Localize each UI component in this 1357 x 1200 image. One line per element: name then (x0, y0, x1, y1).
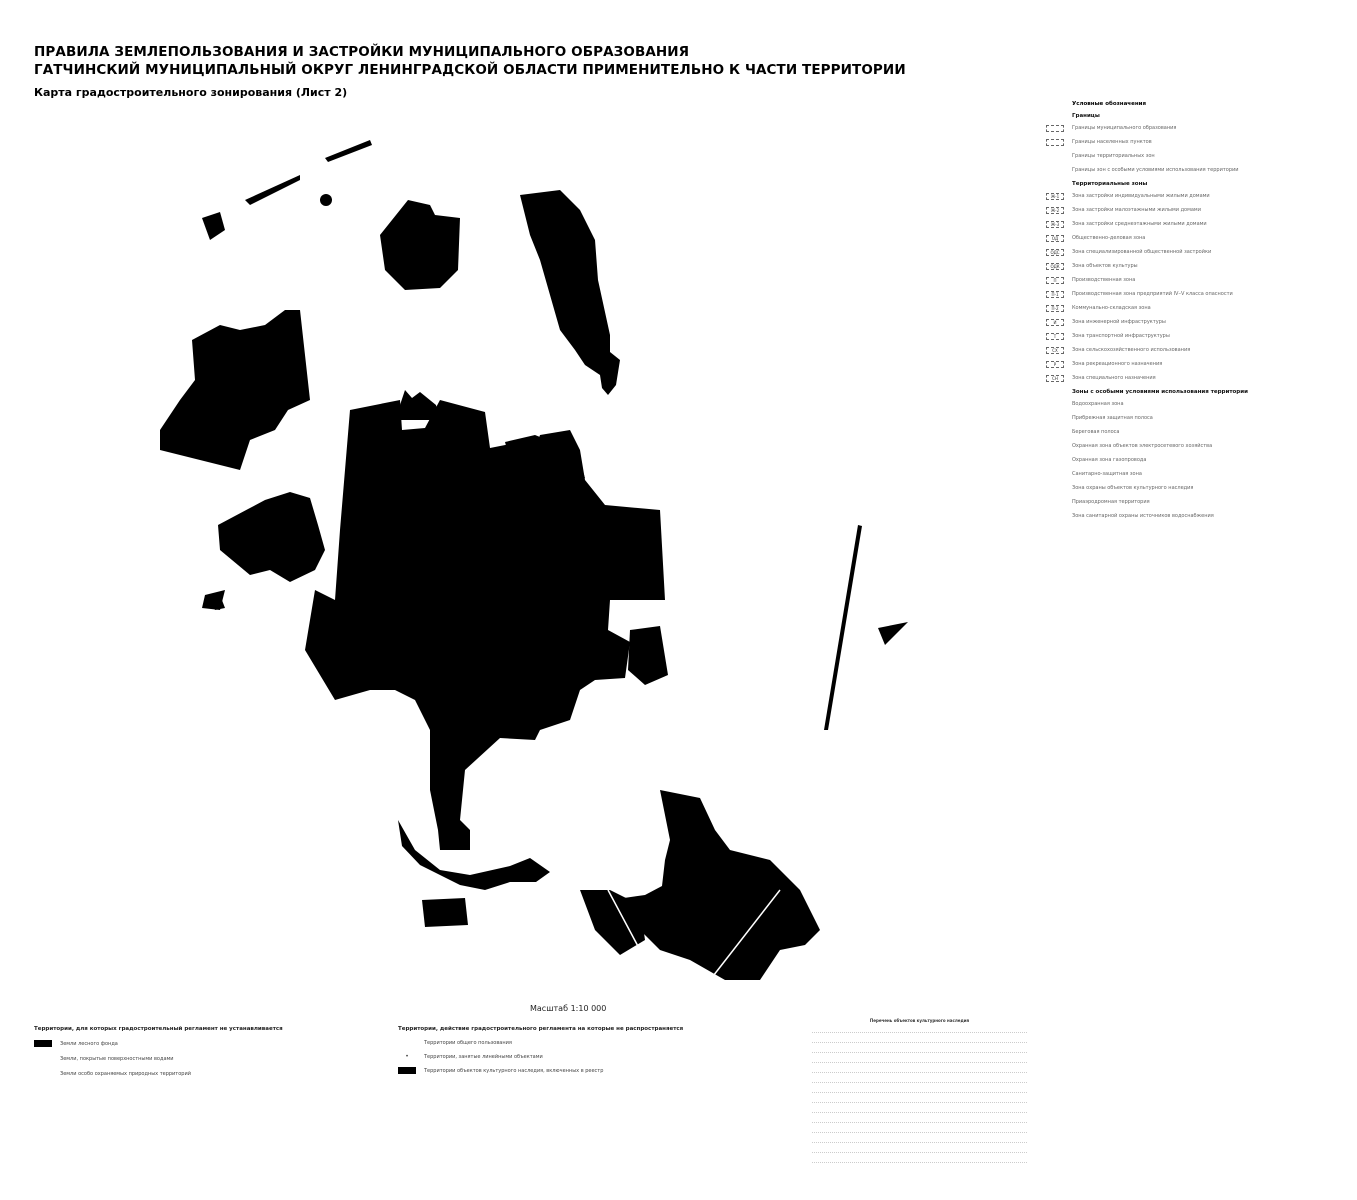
heritage-objects-table (812, 1018, 1027, 1166)
excluded-item (34, 1056, 334, 1062)
legend-item (1046, 513, 1336, 520)
table-row (812, 1036, 1027, 1043)
legend-label: Коммунально-складская зона (1072, 305, 1151, 311)
legend-label: Береговая полоса (1072, 429, 1120, 435)
legend-item (1046, 499, 1336, 506)
legend-label: Границы зон с особыми условиями использования территории (1072, 167, 1239, 173)
legend-label: Зона специализированной общественной застройки (1072, 249, 1212, 255)
legend-item (1046, 193, 1336, 200)
legend-swatch (1046, 167, 1064, 174)
non-regulated-label: Территории, занятые линейными объектами (424, 1053, 543, 1060)
black-swatch (398, 1067, 416, 1074)
legend-item (1046, 361, 1336, 368)
legend-swatch: ОД (1046, 235, 1064, 242)
excluded-label: Земли особо охраняемых природных территорий (60, 1071, 191, 1077)
legend-item (1046, 401, 1336, 408)
excluded-label: Земли лесного фонда (60, 1040, 118, 1047)
legend-swatch: ОДК (1046, 263, 1064, 270)
legend-swatch: П-1 (1046, 291, 1064, 298)
legend-swatch (1046, 125, 1064, 132)
legend-item (1046, 277, 1336, 284)
north-west-patch (202, 212, 225, 240)
legend-item (1046, 291, 1336, 298)
legend-label: Границы населенных пунктов (1072, 139, 1152, 145)
legend-label: Зона инженерной инфраструктуры (1072, 319, 1166, 325)
heritage-table-heading: Перечень объектов культурного наследия (869, 1018, 970, 1023)
legend-item (1046, 485, 1336, 492)
north-west-strip (245, 175, 300, 205)
excluded-item (34, 1071, 334, 1077)
legend-label: Зона охраны объектов культурного наследия (1072, 485, 1194, 491)
legend-label: Производственная зона предприятий IV–V класса опасности (1072, 291, 1233, 297)
legend-label: Границы муниципального образования (1072, 125, 1177, 131)
legend-item (1046, 375, 1336, 382)
excluded-label: Земли, покрытые поверхностными водами (60, 1056, 174, 1062)
legend-item (1046, 263, 1336, 270)
legend-group-heading: Зоны с особыми условиями использования территории (1072, 389, 1248, 395)
legend-swatch (1046, 139, 1064, 146)
excluded-territories-legend (34, 1026, 334, 1086)
legend-title: Условные обозначения (1072, 101, 1147, 107)
table-row (812, 1126, 1027, 1133)
legend-swatch (1046, 415, 1064, 422)
table-row (812, 1136, 1027, 1143)
table-row (812, 1156, 1027, 1163)
legend-swatch (1046, 457, 1064, 464)
legend-swatch (1046, 485, 1064, 492)
east-strip (520, 190, 620, 395)
table-row (812, 1096, 1027, 1103)
zoning-map[interactable] (140, 130, 920, 990)
legend-swatch (1046, 429, 1064, 436)
non-regulated-label: Территории объектов культурного наследия, включенных в реестр (424, 1067, 604, 1074)
legend-swatch: И (1046, 319, 1064, 326)
legend-label: Зона сельскохозяйственного использования (1072, 347, 1191, 353)
east-small-block (628, 626, 668, 685)
legend-swatch: Ж-1 (1046, 193, 1064, 200)
legend-label: Зона застройки малоэтажными жилыми домами (1072, 207, 1201, 213)
legend-label: Охранная зона газопровода (1072, 457, 1147, 463)
non-regulated-item (398, 1067, 698, 1074)
legend-item (1046, 457, 1336, 464)
table-row (812, 1146, 1027, 1153)
legend-item (1046, 319, 1336, 326)
dot-icon: • (405, 1053, 409, 1060)
legend-swatch (1046, 401, 1064, 408)
legend-swatch: ОДС (1046, 249, 1064, 256)
legend-swatch: Т (1046, 333, 1064, 340)
legend-item (1046, 471, 1336, 478)
non-regulated-heading: Территории, действие градостроительного регламента на которые не распространяется (398, 1026, 684, 1032)
legend-swatch: СХ (1046, 347, 1064, 354)
map-subtitle: Карта градостроительного зонирования (Лист 2) (34, 86, 348, 99)
legend-item (1046, 235, 1336, 242)
legend-label: Общественно-деловая зона (1072, 235, 1146, 241)
legend-swatch (1046, 499, 1064, 506)
legend-label: Зона рекреационного назначения (1072, 361, 1163, 367)
black-swatch (34, 1040, 52, 1047)
legend-item (1046, 429, 1336, 436)
non-regulated-territories-legend (398, 1026, 698, 1081)
south-arm (398, 820, 550, 890)
legend-item (1046, 125, 1336, 132)
map-fill-shapes (160, 140, 908, 980)
legend-swatch: П (1046, 277, 1064, 284)
table-row (812, 1086, 1027, 1093)
east-small-patch (878, 622, 908, 645)
legend-panel (1046, 98, 1336, 527)
legend-item (1046, 333, 1336, 340)
legend-group-heading: Границы (1072, 113, 1100, 119)
east-diagonal-strip (824, 525, 862, 730)
legend-item (1046, 153, 1336, 160)
map-title-line2: ГАТЧИНСКИЙ МУНИЦИПАЛЬНЫЙ ОКРУГ ЛЕНИНГРАДСКОЙ ОБЛАСТИ ПРИМЕНИТЕЛЬНО К ЧАСТИ ТЕРРИТОРИИ (34, 62, 906, 78)
legend-swatch: Ж-2 (1046, 207, 1064, 214)
legend-label: Зона специального назначения (1072, 375, 1156, 381)
legend-item (1046, 221, 1336, 228)
legend-swatch (1046, 471, 1064, 478)
legend-swatch (1046, 513, 1064, 520)
excluded-item (34, 1040, 334, 1047)
legend-swatch (1046, 443, 1064, 450)
table-row (812, 1026, 1027, 1033)
legend-swatch: П-2 (1046, 305, 1064, 312)
south-east-block (610, 790, 820, 980)
legend-item (1046, 167, 1336, 174)
legend-group-heading: Территориальные зоны (1072, 181, 1148, 187)
legend-label: Зона застройки индивидуальными жилыми домами (1072, 193, 1210, 199)
west-lower-block (218, 492, 325, 582)
map-scale: Масштаб 1:10 000 (530, 1004, 607, 1013)
legend-label: Границы территориальных зон (1072, 153, 1155, 159)
map-title-line1: ПРАВИЛА ЗЕМЛЕПОЛЬЗОВАНИЯ И ЗАСТРОЙКИ МУНИЦИПАЛЬНОГО ОБРАЗОВАНИЯ (34, 44, 690, 60)
table-row (812, 1076, 1027, 1083)
legend-label: Приаэродромная территория (1072, 499, 1150, 505)
central-zone (305, 400, 665, 850)
legend-item (1046, 415, 1336, 422)
north-strip (325, 140, 372, 162)
legend-swatch (1046, 153, 1064, 160)
legend-item (1046, 139, 1336, 146)
central-north-lobe (395, 390, 440, 420)
table-row (812, 1046, 1027, 1053)
non-regulated-item (398, 1053, 698, 1060)
legend-item (1046, 249, 1336, 256)
legend-label: Зона застройки среднеэтажными жилыми домами (1072, 221, 1207, 227)
legend-item (1046, 305, 1336, 312)
excluded-territories-heading: Территории, для которых градостроительный регламент не устанавливается (34, 1026, 283, 1032)
table-row (812, 1056, 1027, 1063)
legend-label: Зона санитарной охраны источников водоснабжения (1072, 513, 1214, 519)
north-dot (320, 194, 332, 206)
west-block (160, 310, 310, 470)
table-row (812, 1106, 1027, 1113)
legend-label: Охранная зона объектов электросетевого хозяйства (1072, 443, 1213, 449)
non-regulated-item (398, 1040, 698, 1046)
legend-swatch: Ж-3 (1046, 221, 1064, 228)
legend-label: Водоохранная зона (1072, 401, 1124, 407)
legend-swatch: Р (1046, 361, 1064, 368)
legend-label: Прибрежная защитная полоса (1072, 415, 1153, 421)
legend-label: Санитарно-защитная зона (1072, 471, 1142, 477)
north-block (380, 200, 460, 290)
legend-item (1046, 443, 1336, 450)
legend-item (1046, 207, 1336, 214)
table-row (812, 1066, 1027, 1073)
table-row (812, 1116, 1027, 1123)
south-small-block (422, 898, 468, 927)
legend-label: Зона объектов культуры (1072, 263, 1138, 269)
non-regulated-label: Территории общего пользования (424, 1040, 512, 1046)
legend-label: Производственная зона (1072, 277, 1136, 283)
legend-label: Зона транспортной инфраструктуры (1072, 333, 1170, 339)
legend-item (1046, 347, 1336, 354)
legend-swatch: СН (1046, 375, 1064, 382)
